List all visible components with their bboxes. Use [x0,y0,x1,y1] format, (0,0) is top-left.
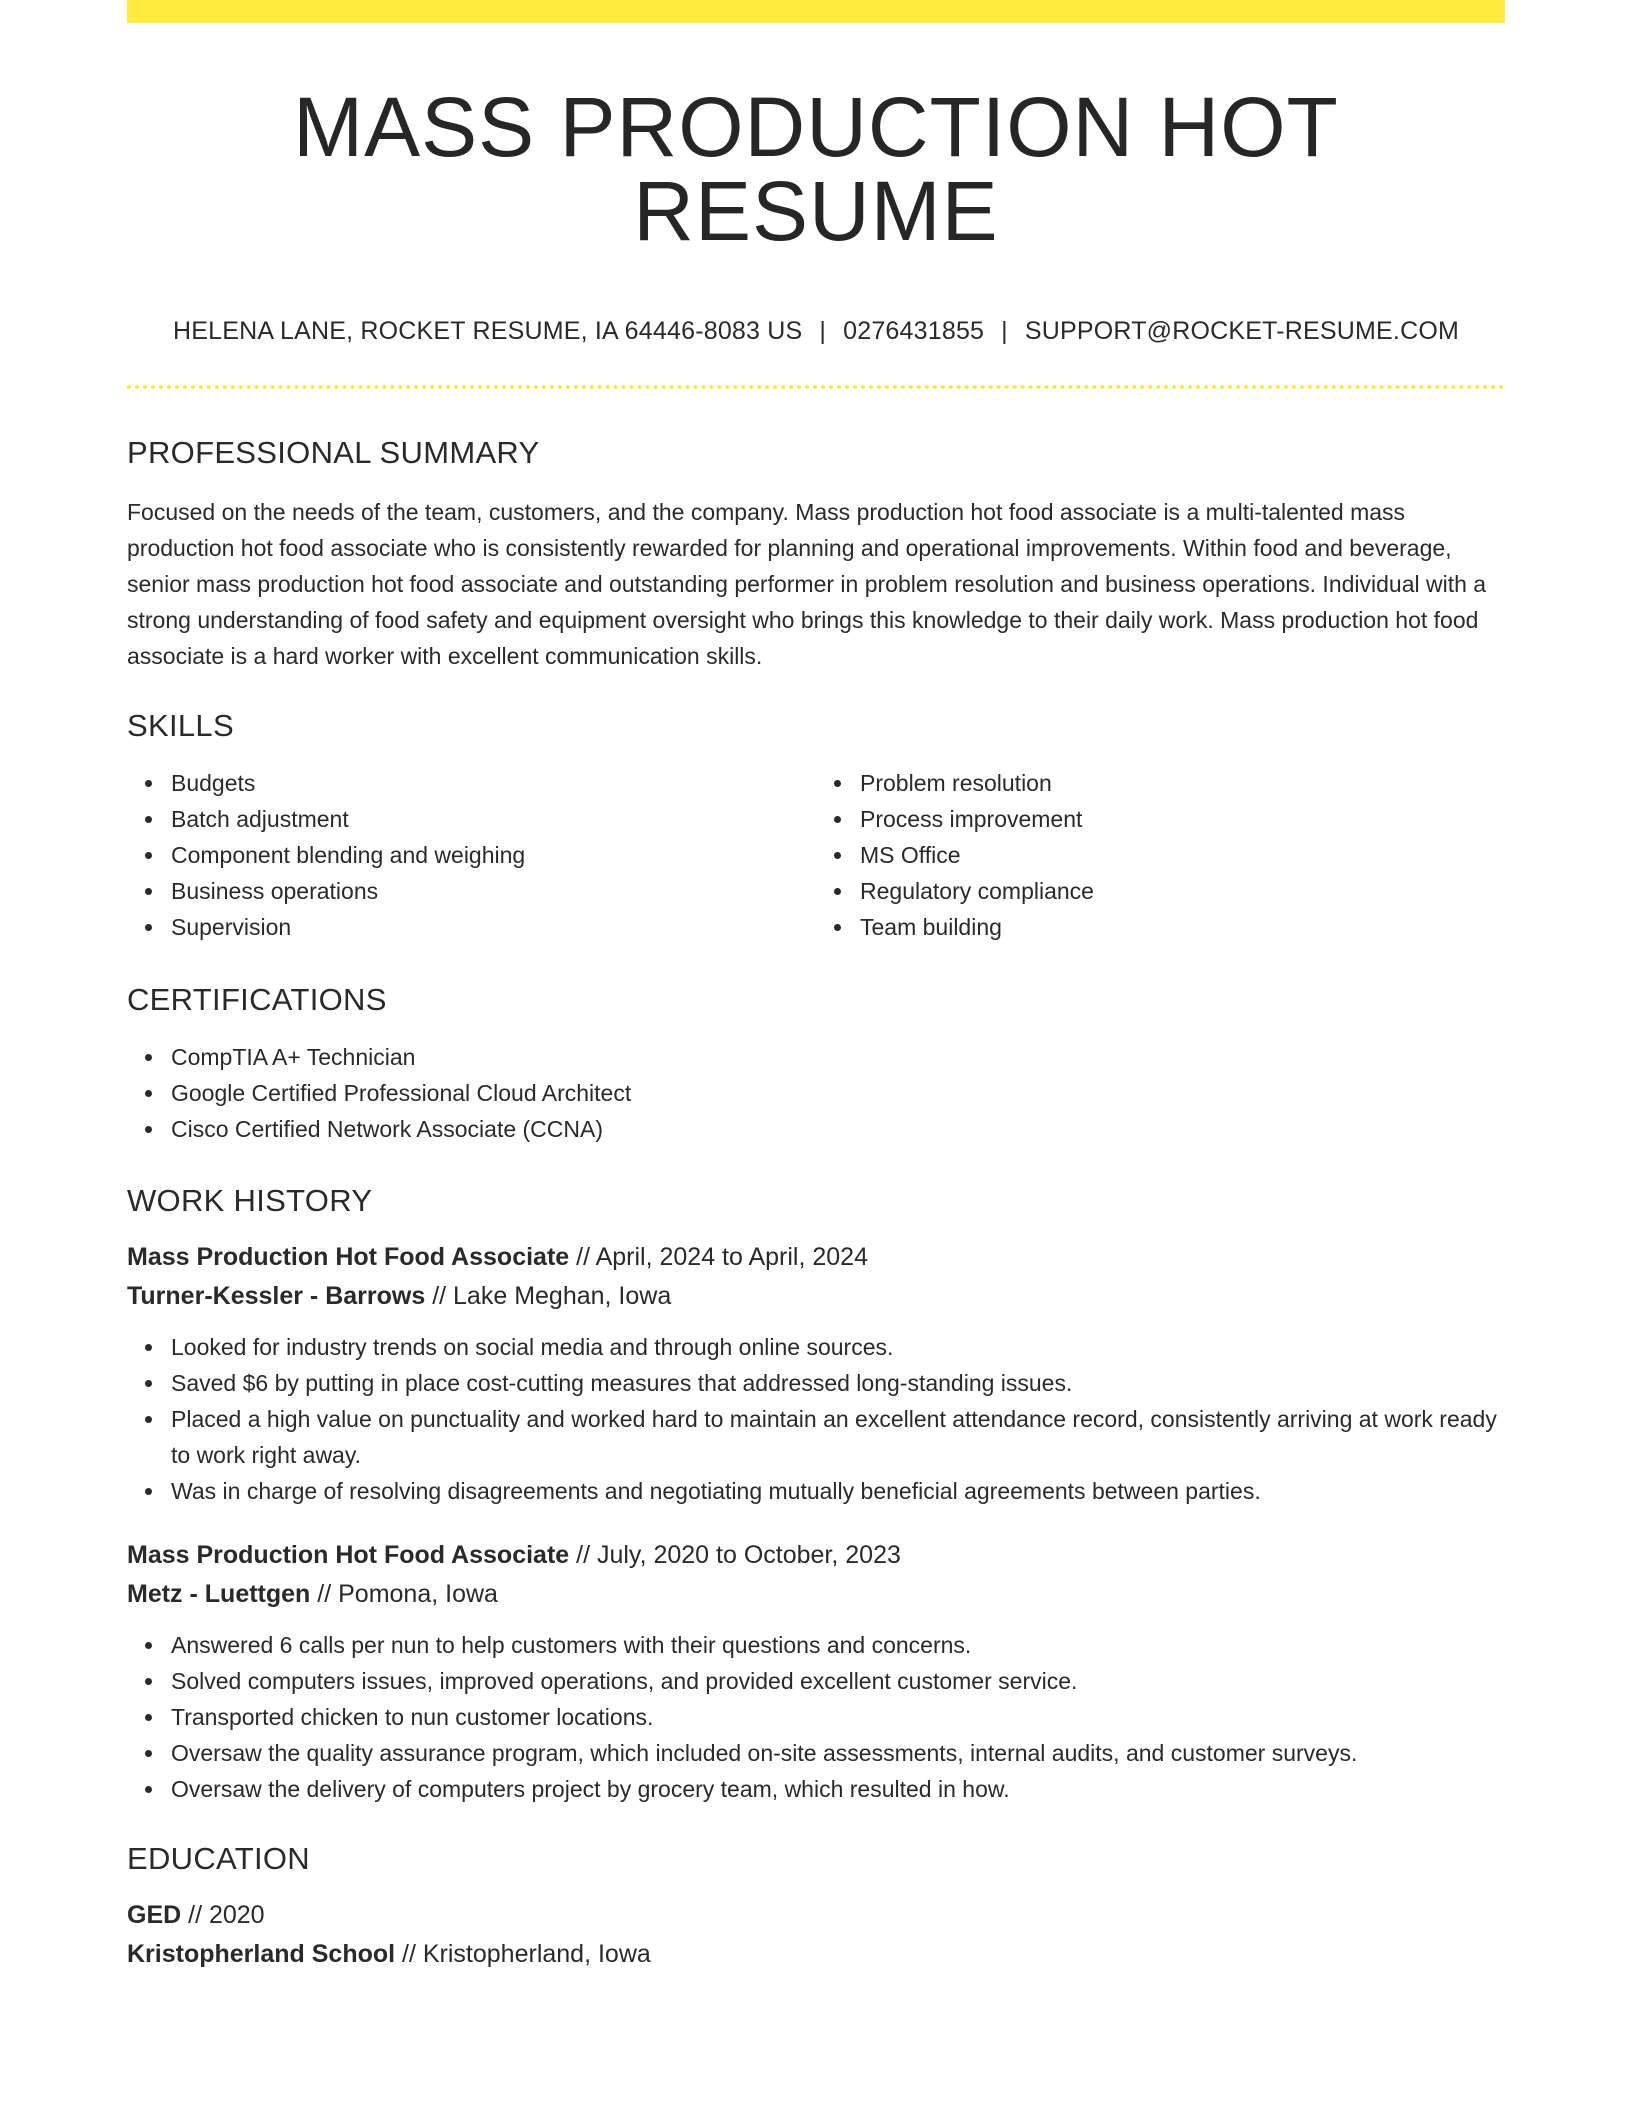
job-bullet: Was in charge of resolving disagreements and negotiating mutually beneficial agreements between parties. [171,1473,1505,1509]
contact-address: HELENA LANE, ROCKET RESUME, IA 64446-8083 US [172,317,803,345]
job-location: // Pomona, Iowa [310,1580,498,1608]
certification-item: Cisco Certified Network Associate (CCNA) [171,1111,1505,1147]
job-company-line [127,1575,1505,1614]
job-bullet: Answered 6 calls per nun to help customers with their questions and concerns. [171,1627,1505,1663]
skill-item: Regulatory compliance [860,873,1505,909]
contact-separator: | [819,317,827,345]
skill-item: MS Office [860,837,1505,873]
summary-text: Focused on the needs of the team, customers, and the company. Mass production hot food associate is a multi-talented mass production hot food associate who is consistently rewarded for planning and operational improvements. Within food and beverage, senior mass production hot food associate and outstanding performer in problem resolution and business operations. Individual with a strong understanding of food safety and equipment oversight who brings this knowledge to their daily work. Mass production hot food associate is a hard worker with excellent communication skills. [127,499,1487,669]
job-role-line [127,1238,1505,1277]
job-company-line [127,1277,1505,1316]
education-degree-line [127,1896,1505,1935]
job-bullet: Solved computers issues, improved operations, and provided excellent customer service. [171,1663,1505,1699]
contact-separator: | [1001,317,1008,345]
education-heading: EDUCATION [127,1841,310,1876]
resume-title: MASS PRODUCTION HOT RESUME [293,80,1339,258]
job-bullet: Oversaw the quality assurance program, which included on-site assessments, internal audits, and customer surveys. [171,1735,1505,1771]
skill-item: Component blending and weighing [171,837,816,873]
job-bullets [127,1329,1505,1509]
certifications-list [127,1039,1505,1147]
contact-email: SUPPORT@ROCKET-RESUME.COM [1024,317,1460,345]
job-role-line [127,1536,1505,1575]
skills-heading: SKILLS [127,708,234,743]
job-dates: // April, 2024 to April, 2024 [569,1243,868,1271]
education-entry [127,1896,1505,1974]
education-school-line [127,1935,1505,1974]
job-bullet: Oversaw the delivery of computers project by grocery team, which resulted in how. [171,1771,1505,1807]
skills-left-list [127,765,816,945]
certification-item: Google Certified Professional Cloud Architect [171,1075,1505,1111]
skills-columns [127,765,1505,945]
job-company: Metz - Luettgen [127,1580,311,1608]
skill-item: Supervision [171,909,816,945]
job-dates: // July, 2020 to October, 2023 [569,1541,901,1569]
contact-phone: 0276431855 [843,317,985,345]
job-entry [127,1238,1505,1509]
job-role: Mass Production Hot Food Associate [127,1541,570,1569]
dotted-divider [127,385,1505,389]
resume-page [127,0,1505,1974]
education-degree: GED [127,1901,182,1929]
skill-item: Batch adjustment [171,801,816,837]
skill-item: Budgets [171,765,816,801]
job-location: // Lake Meghan, Iowa [425,1282,672,1310]
contact-line [127,319,1505,344]
job-entry [127,1536,1505,1807]
job-bullet: Transported chicken to nun customer locations. [171,1699,1505,1735]
work-history-heading: WORK HISTORY [127,1183,373,1218]
summary-heading: PROFESSIONAL SUMMARY [127,435,540,470]
accent-top-bar [127,0,1505,23]
education-location: // Kristopherland, Iowa [395,1940,651,1968]
education-school: Kristopherland School [127,1940,396,1968]
job-bullet: Saved $6 by putting in place cost-cutting measures that addressed long-standing issues. [171,1365,1505,1401]
skill-item: Process improvement [860,801,1505,837]
job-company: Turner-Kessler - Barrows [127,1282,426,1310]
certifications-heading: CERTIFICATIONS [127,982,387,1017]
job-bullet: Looked for industry trends on social media and through online sources. [171,1329,1505,1365]
skill-item: Business operations [171,873,816,909]
job-role: Mass Production Hot Food Associate [127,1243,570,1271]
skill-item: Team building [860,909,1505,945]
education-year: // 2020 [181,1901,265,1929]
job-bullets [127,1627,1505,1807]
skill-item: Problem resolution [860,765,1505,801]
skills-right-list [816,765,1505,945]
certification-item: CompTIA A+ Technician [171,1039,1505,1075]
job-bullet: Placed a high value on punctuality and worked hard to maintain an excellent attendance record, consistently arriving at work ready to work right away. [171,1401,1505,1473]
